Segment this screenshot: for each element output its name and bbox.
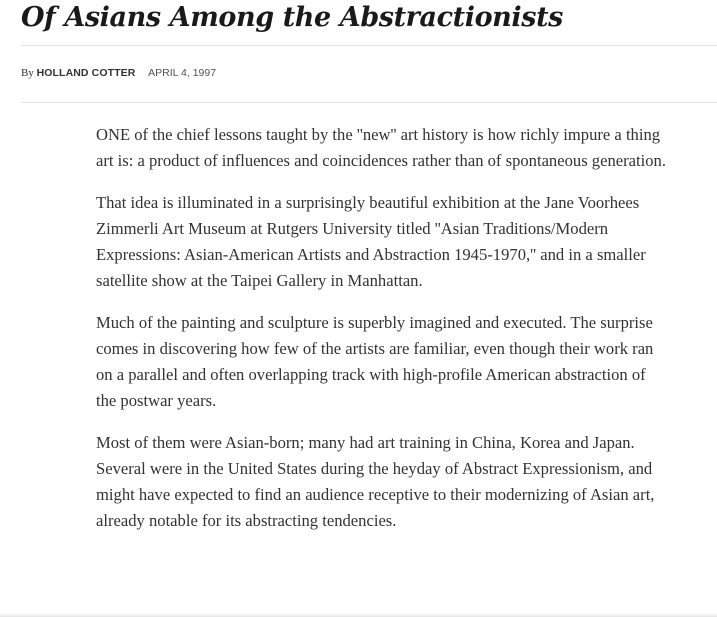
publication-date: APRIL 4, 1997 bbox=[148, 67, 217, 79]
author-name-link[interactable]: HOLLAND COTTER bbox=[36, 67, 136, 79]
article-headline: Of Asians Among the Abstractionists bbox=[21, 2, 563, 33]
bottom-fade bbox=[0, 613, 717, 617]
article-paragraph: That idea is illuminated in a surprisingly beautiful exhibition at the Jane Voorhees Zimmerli Art Museum at Rutgers University titled ''Asian Traditions/Modern Expressions: Asian-American Artists and Abstraction 1945-1970,'' and in a smaller satellite show at the Taipei Gallery in Manhattan. bbox=[96, 193, 646, 290]
byline-divider bbox=[21, 102, 717, 103]
byline-prefix: By bbox=[21, 67, 34, 79]
header-divider bbox=[21, 45, 717, 46]
article-paragraph: ONE of the chief lessons taught by the ''new'' art history is how richly impure a thing art is: a product of influences and coincidences rather than of spontaneous generation. bbox=[96, 125, 666, 170]
article-body bbox=[96, 122, 668, 550]
article-paragraph: Much of the painting and sculpture is superbly imagined and executed. The surprise comes in discovering how few of the artists are familiar, even though their work ran on a parallel and often overlapping track with high-profile American abstraction of the postwar years. bbox=[96, 313, 654, 410]
byline bbox=[21, 67, 216, 80]
article-paragraph: Most of them were Asian-born; many had art training in China, Korea and Japan. Several were in the United States during the heyday of Abstract Expressionism, and might have expected to find an audience receptive to their modernizing of Asian art, already notable for its abstracting tendencies. bbox=[96, 433, 655, 530]
